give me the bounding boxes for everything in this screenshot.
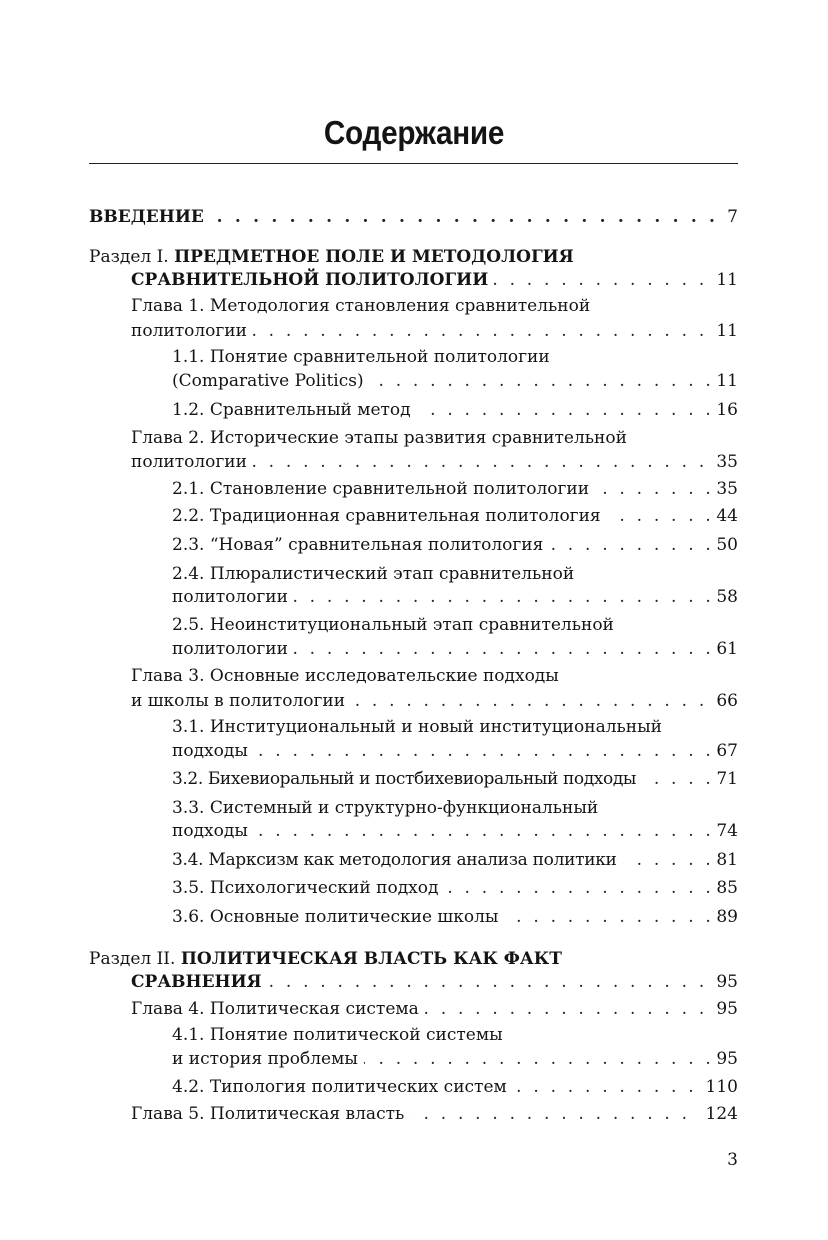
- toc-subsection-3-4[interactable]: [0, 848, 828, 872]
- entry-label: политологии: [172, 585, 294, 609]
- toc-section-1-line2[interactable]: [0, 268, 828, 292]
- entry-label: 1.2. Сравнительный метод: [172, 398, 417, 422]
- entry-label: политологии: [131, 319, 253, 343]
- entry-label: СРАВНЕНИЯ: [131, 970, 268, 994]
- entry-label: Глава 4. Политическая система: [131, 997, 425, 1021]
- entry-label: 3.5. Психологический подход: [172, 876, 444, 900]
- page-number: 50: [710, 533, 738, 557]
- toc-subsection-3-1-line2[interactable]: [0, 739, 828, 763]
- toc-subsection-2-5-line1[interactable]: [0, 613, 828, 637]
- entry-label: подходы: [172, 819, 254, 843]
- page-number: 95: [710, 997, 738, 1021]
- entry-label: 3.6. Основные политические школы: [172, 905, 504, 929]
- entry-label: 2.2. Традиционная сравнительная политология: [172, 504, 607, 528]
- page-number: 16: [710, 398, 738, 422]
- entry-label: 2.3. “Новая” сравнительная политология: [172, 533, 549, 557]
- toc-subsection-2-4-line2[interactable]: [0, 585, 828, 609]
- entry-label: 2.4. Плюралистический этап сравнительной: [172, 562, 579, 586]
- page-number: 85: [710, 876, 738, 900]
- toc-subsection-1-1-line1[interactable]: [0, 345, 828, 369]
- entry-label: Глава 3. Основные исследовательские подходы: [131, 664, 564, 688]
- page-folio: 3: [727, 1150, 738, 1170]
- entry-label: 3.1. Институциональный и новый институциональный: [172, 715, 667, 739]
- page-title: Содержание: [323, 114, 505, 151]
- entry-label: 2.1. Становление сравнительной политологии: [172, 477, 595, 501]
- toc-chapter-2-line2[interactable]: [0, 450, 828, 474]
- page-number: 124: [700, 1102, 738, 1126]
- page-number: 11: [710, 319, 738, 343]
- page-number: 35: [710, 477, 738, 501]
- entry-label: политологии: [172, 637, 294, 661]
- page-number: 58: [710, 585, 738, 609]
- toc-subsection-2-5-line2[interactable]: [0, 637, 828, 661]
- entry-label: Глава 2. Исторические этапы развития сравнительной: [131, 426, 632, 450]
- section-prefix: Раздел I.: [89, 247, 169, 267]
- section-prefix: Раздел II.: [89, 949, 176, 969]
- entry-label: ВВЕДЕНИЕ: [89, 205, 210, 229]
- entry-label: и школы в политологии: [131, 689, 351, 713]
- toc-chapter-3-line2[interactable]: [0, 689, 828, 713]
- leader-dots: [172, 819, 738, 843]
- entry-label: политологии: [131, 450, 253, 474]
- toc-subsection-1-2[interactable]: [0, 398, 828, 422]
- page-number: 11: [710, 369, 738, 393]
- page-number: 74: [710, 819, 738, 843]
- page-number: 66: [710, 689, 738, 713]
- toc-chapter-2-line1[interactable]: [0, 426, 828, 450]
- toc-subsection-3-1-line1[interactable]: [0, 715, 828, 739]
- toc-subsection-2-3[interactable]: [0, 533, 828, 557]
- page-number: 81: [710, 848, 738, 872]
- entry-label: (Comparative Politics): [172, 369, 370, 393]
- entry-label: 3.2. Бихевиоральный и постбихевиоральный подходы: [172, 767, 642, 791]
- page-number: 11: [710, 268, 738, 292]
- section-title: ПОЛИТИЧЕСКАЯ ВЛАСТЬ КАК ФАКТ: [180, 949, 562, 969]
- page-number: 89: [710, 905, 738, 929]
- toc-section-2-line1[interactable]: [0, 947, 828, 971]
- page-number: 95: [710, 970, 738, 994]
- toc-section-2-line2[interactable]: [0, 970, 828, 994]
- page-number: 44: [710, 504, 738, 528]
- toc-chapter-1-line1[interactable]: [0, 294, 828, 318]
- entry-label: СРАВНИТЕЛЬНОЙ ПОЛИТОЛОГИИ: [131, 268, 494, 292]
- toc-subsection-4-1-line1[interactable]: [0, 1023, 828, 1047]
- toc-chapter-3-line1[interactable]: [0, 664, 828, 688]
- page-number: 67: [710, 739, 738, 763]
- toc-subsection-3-3-line2[interactable]: [0, 819, 828, 843]
- toc-chapter-1-line2[interactable]: [0, 319, 828, 343]
- entry-label: Глава 5. Политическая власть: [131, 1102, 410, 1126]
- entry-label: 4.2. Типология политических систем: [172, 1075, 513, 1099]
- toc-subsection-4-2[interactable]: [0, 1075, 828, 1099]
- toc-subsection-3-5[interactable]: [0, 876, 828, 900]
- page-number: 7: [721, 205, 738, 229]
- toc-chapter-5[interactable]: [0, 1102, 828, 1126]
- page-number: 35: [710, 450, 738, 474]
- toc-subsection-2-1[interactable]: [0, 477, 828, 501]
- toc-subsection-3-2[interactable]: [0, 767, 828, 791]
- toc-subsection-2-2[interactable]: [0, 504, 828, 528]
- entry-label: 4.1. Понятие политической системы: [172, 1023, 508, 1047]
- toc-chapter-4[interactable]: [0, 997, 828, 1021]
- entry-label: подходы: [172, 739, 254, 763]
- entry-label: 2.5. Неоинституциональный этап сравнительной: [172, 613, 619, 637]
- entry-label: 3.4. Марксизм как методология анализа политики: [172, 848, 623, 872]
- page-number: 61: [710, 637, 738, 661]
- page-number: 110: [700, 1075, 738, 1099]
- toc-subsection-4-1-line2[interactable]: [0, 1047, 828, 1071]
- entry-label: и история проблемы: [172, 1047, 364, 1071]
- page-number: 95: [710, 1047, 738, 1071]
- entry-label: 1.1. Понятие сравнительной политологии: [172, 345, 555, 369]
- toc-section-1-line1[interactable]: [0, 245, 828, 269]
- leader-dots: [172, 739, 738, 763]
- toc-subsection-1-1-line2[interactable]: [0, 369, 828, 393]
- page-number: 71: [710, 767, 738, 791]
- toc-subsection-3-3-line1[interactable]: [0, 796, 828, 820]
- toc-subsection-2-4-line1[interactable]: [0, 562, 828, 586]
- entry-label: 3.3. Системный и структурно-функциональный: [172, 796, 603, 820]
- section-title: ПРЕДМЕТНОЕ ПОЛЕ И МЕТОДОЛОГИЯ: [174, 247, 574, 267]
- toc-entry-intro[interactable]: [0, 205, 828, 229]
- toc-subsection-3-6[interactable]: [0, 905, 828, 929]
- entry-label: Глава 1. Методология становления сравнительной: [131, 294, 595, 318]
